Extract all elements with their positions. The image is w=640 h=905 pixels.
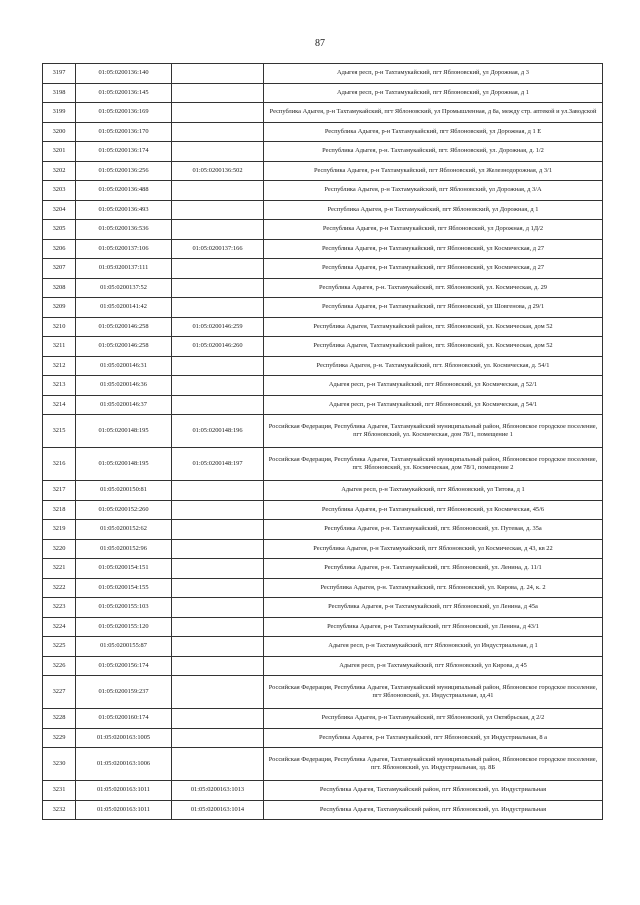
linked-cadastral-number-cell: [172, 637, 264, 657]
linked-cadastral-number-cell: 01:05:0200146:260: [172, 337, 264, 357]
table-row: [43, 83, 603, 103]
linked-cadastral-number-cell: 01:05:0200137:166: [172, 239, 264, 259]
linked-cadastral-number-cell: [172, 598, 264, 618]
row-number-cell: 3205: [43, 220, 76, 240]
table-row: [43, 278, 603, 298]
table-row: [43, 181, 603, 201]
cadastral-number-cell: 01:05:0200152:96: [76, 539, 172, 559]
registry-rows: [43, 64, 603, 820]
linked-cadastral-number-cell: [172, 200, 264, 220]
address-cell: Республика Адыгея, р-н. Тахтамукайский, пгт. Яблоновский, ул. Дорожная, д. 1/2: [264, 142, 603, 162]
row-number-cell: 3213: [43, 376, 76, 396]
cadastral-number-cell: 01:05:0200141:42: [76, 298, 172, 318]
linked-cadastral-number-cell: [172, 395, 264, 415]
table-row: [43, 617, 603, 637]
address-cell: Российская Федерация, Республика Адыгея, Тахтамукайский муниципальный район, Яблоновское городское поселение, пгт. Яблоновский, ул. Индустриальная, зд. 8Б: [264, 748, 603, 781]
address-cell: Адыгея респ, р-н Тахтамукайский, пгт Яблоновский, ул Дорожная, д 1: [264, 83, 603, 103]
linked-cadastral-number-cell: [172, 656, 264, 676]
address-cell: Республика Адыгея, р-н Тахтамукайский, пгт Яблоновский, ул Космическая, 45/6: [264, 500, 603, 520]
cadastral-number-cell: 01:05:0200136:536: [76, 220, 172, 240]
cadastral-number-cell: 01:05:0200146:37: [76, 395, 172, 415]
row-number-cell: 3208: [43, 278, 76, 298]
cadastral-number-cell: 01:05:0200152:260: [76, 500, 172, 520]
cadastral-number-cell: 01:05:0200146:36: [76, 376, 172, 396]
linked-cadastral-number-cell: [172, 356, 264, 376]
table-row: [43, 448, 603, 481]
row-number-cell: 3204: [43, 200, 76, 220]
address-cell: Республика Адыгея, р-н. Тахтамукайский, пгт. Яблоновский, ул. Космическая, д. 54/1: [264, 356, 603, 376]
row-number-cell: 3225: [43, 637, 76, 657]
page-number: 87: [315, 38, 325, 49]
linked-cadastral-number-cell: [172, 259, 264, 279]
linked-cadastral-number-cell: [172, 298, 264, 318]
address-cell: Республика Адыгея, р-н Тахтамукайский, пгт Яблоновский, ул Космическая, д 27: [264, 239, 603, 259]
cadastral-number-cell: 01:05:0200152:62: [76, 520, 172, 540]
row-number-cell: 3229: [43, 728, 76, 748]
cadastral-number-cell: 01:05:0200159:237: [76, 676, 172, 709]
row-number-cell: 3220: [43, 539, 76, 559]
linked-cadastral-number-cell: [172, 500, 264, 520]
table-row: [43, 220, 603, 240]
cadastral-number-cell: 01:05:0200137:52: [76, 278, 172, 298]
row-number-cell: 3209: [43, 298, 76, 318]
address-cell: Республика Адыгея, р-н Тахтамукайский, пгт Яблоновский, ул Дорожная, д 1 Е: [264, 122, 603, 142]
registry-table: [42, 63, 603, 820]
table-row: [43, 142, 603, 162]
cadastral-number-cell: 01:05:0200148:195: [76, 448, 172, 481]
linked-cadastral-number-cell: [172, 481, 264, 501]
table-row: [43, 728, 603, 748]
linked-cadastral-number-cell: [172, 142, 264, 162]
linked-cadastral-number-cell: 01:05:0200148:196: [172, 415, 264, 448]
linked-cadastral-number-cell: [172, 181, 264, 201]
table-row: [43, 748, 603, 781]
address-cell: Республика Адыгея, Тахтамукайский район, пгт Яблоновский, ул. Индустриальная: [264, 781, 603, 801]
linked-cadastral-number-cell: [172, 122, 264, 142]
linked-cadastral-number-cell: 01:05:0200163:1014: [172, 800, 264, 820]
linked-cadastral-number-cell: 01:05:0200136:502: [172, 161, 264, 181]
address-cell: Республика Адыгея, р-н Тахтамукайский, пгт Яблоновский, ул Индустриальная, 8 а: [264, 728, 603, 748]
address-cell: Республика Адыгея, р-н Тахтамукайский, пгт Яблоновский, ул Дорожная, д 3/А: [264, 181, 603, 201]
address-cell: Республика Адыгея, р-н Тахтамукайский, пгт Яблоновский, ул Октябрьская, д 2/2: [264, 709, 603, 729]
cadastral-number-cell: 01:05:0200154:155: [76, 578, 172, 598]
row-number-cell: 3221: [43, 559, 76, 579]
table-row: [43, 200, 603, 220]
cadastral-number-cell: 01:05:0200146:31: [76, 356, 172, 376]
address-cell: Республика Адыгея, р-н Тахтамукайский, пгт Яблоновский, ул Ленина, д 45а: [264, 598, 603, 618]
table-row: [43, 481, 603, 501]
table-row: [43, 376, 603, 396]
cadastral-number-cell: 01:05:0200160:174: [76, 709, 172, 729]
address-cell: Республика Адыгея, р-н Тахтамукайский, пгт Яблоновский, ул Дорожная, д 1: [264, 200, 603, 220]
address-cell: Республика Адыгея, р-н. Тахтамукайский, пгт. Яблоновский, ул. Кирова, д. 24, к. 2: [264, 578, 603, 598]
linked-cadastral-number-cell: [172, 376, 264, 396]
address-cell: Российская Федерация, Республика Адыгея, Тахтамукайский муниципальный район, Яблоновское городское поселение, пгт. Яблоновский, ул. Космическая, дом 78/1, помещение 2: [264, 448, 603, 481]
cadastral-number-cell: 01:05:0200156:174: [76, 656, 172, 676]
address-cell: Республика Адыгея, Тахтамукайский район, пгт. Яблоновский, ул. Космическая, дом 52: [264, 337, 603, 357]
row-number-cell: 3215: [43, 415, 76, 448]
row-number-cell: 3217: [43, 481, 76, 501]
linked-cadastral-number-cell: [172, 520, 264, 540]
cadastral-number-cell: 01:05:0200148:195: [76, 415, 172, 448]
row-number-cell: 3197: [43, 64, 76, 84]
cadastral-number-cell: 01:05:0200136:140: [76, 64, 172, 84]
cadastral-number-cell: 01:05:0200163:1006: [76, 748, 172, 781]
table-row: [43, 637, 603, 657]
row-number-cell: 3211: [43, 337, 76, 357]
linked-cadastral-number-cell: [172, 578, 264, 598]
row-number-cell: 3214: [43, 395, 76, 415]
table-row: [43, 259, 603, 279]
table-row: [43, 559, 603, 579]
row-number-cell: 3232: [43, 800, 76, 820]
cadastral-number-cell: 01:05:0200136:170: [76, 122, 172, 142]
row-number-cell: 3219: [43, 520, 76, 540]
address-cell: Адыгея респ, р-н Тахтамукайский, пгт Яблоновский, ул Титова, д 1: [264, 481, 603, 501]
row-number-cell: 3202: [43, 161, 76, 181]
row-number-cell: 3226: [43, 656, 76, 676]
table-row: [43, 337, 603, 357]
cadastral-number-cell: 01:05:0200146:258: [76, 337, 172, 357]
linked-cadastral-number-cell: [172, 278, 264, 298]
table-row: [43, 578, 603, 598]
table-row: [43, 415, 603, 448]
address-cell: Республика Адыгея, р-н Тахтамукайский, пгт Яблоновский, ул Промышленная, д 8а, между стр. аптекой и ул.Заводской: [264, 103, 603, 123]
table-row: [43, 298, 603, 318]
table-row: [43, 676, 603, 709]
row-number-cell: 3230: [43, 748, 76, 781]
cadastral-number-cell: 01:05:0200150:81: [76, 481, 172, 501]
row-number-cell: 3228: [43, 709, 76, 729]
address-cell: Адыгея респ, р-н Тахтамукайский, пгт Яблоновский, ул Космическая, д 52/1: [264, 376, 603, 396]
row-number-cell: 3206: [43, 239, 76, 259]
table-row: [43, 500, 603, 520]
address-cell: Адыгея респ, р-н Тахтамукайский, пгт Яблоновский, ул Космическая, д 54/1: [264, 395, 603, 415]
cadastral-number-cell: 01:05:0200155:120: [76, 617, 172, 637]
address-cell: Республика Адыгея, р-н Тахтамукайский, пгт Яблоновский, ул Железнодорожная, д 3/1: [264, 161, 603, 181]
address-cell: Республика Адыгея, Тахтамукайский район, пгт. Яблоновский, ул. Космическая, дом 52: [264, 317, 603, 337]
address-cell: Республика Адыгея, р-н Тахтамукайский, пгт Яблоновский, ул Шовгенова, д 29/1: [264, 298, 603, 318]
table-row: [43, 539, 603, 559]
cadastral-number-cell: 01:05:0200137:111: [76, 259, 172, 279]
table-row: [43, 800, 603, 820]
linked-cadastral-number-cell: 01:05:0200148:197: [172, 448, 264, 481]
row-number-cell: 3198: [43, 83, 76, 103]
row-number-cell: 3224: [43, 617, 76, 637]
address-cell: Республика Адыгея, р-н. Тахтамукайский, пгт. Яблоновский, ул. Космическая, д. 29: [264, 278, 603, 298]
row-number-cell: 3223: [43, 598, 76, 618]
row-number-cell: 3227: [43, 676, 76, 709]
table-row: [43, 122, 603, 142]
linked-cadastral-number-cell: [172, 709, 264, 729]
cadastral-number-cell: 01:05:0200163:1011: [76, 781, 172, 801]
address-cell: Республика Адыгея, р-н Тахтамукайский, пгт Яблоновский, ул Дорожная, д 1Д/2: [264, 220, 603, 240]
cadastral-number-cell: 01:05:0200163:1005: [76, 728, 172, 748]
cadastral-number-cell: 01:05:0200136:145: [76, 83, 172, 103]
linked-cadastral-number-cell: [172, 539, 264, 559]
address-cell: Республика Адыгея, Тахтамукайский район, пгт Яблоновский, ул. Индустриальная: [264, 800, 603, 820]
table-row: [43, 520, 603, 540]
linked-cadastral-number-cell: 01:05:0200163:1013: [172, 781, 264, 801]
table-row: [43, 356, 603, 376]
address-cell: Республика Адыгея, р-н Тахтамукайский, пгт Яблоновский, ул Космическая, д 27: [264, 259, 603, 279]
row-number-cell: 3203: [43, 181, 76, 201]
table-row: [43, 103, 603, 123]
linked-cadastral-number-cell: [172, 64, 264, 84]
row-number-cell: 3212: [43, 356, 76, 376]
cadastral-number-cell: 01:05:0200136:169: [76, 103, 172, 123]
row-number-cell: 3207: [43, 259, 76, 279]
row-number-cell: 3222: [43, 578, 76, 598]
address-cell: Республика Адыгея, р-н. Тахтамукайский, пгт. Яблоновский, ул. Ленина, д. 11/1: [264, 559, 603, 579]
address-cell: Российская Федерация, Республика Адыгея, Тахтамукайский муниципальный район, Яблоновское городское поселение, пгт Яблоновский, ул. Космическая, дом 78/1, помещение 1: [264, 415, 603, 448]
cadastral-number-cell: 01:05:0200136:174: [76, 142, 172, 162]
linked-cadastral-number-cell: [172, 103, 264, 123]
address-cell: Республика Адыгея, р-н Тахтамукайский, пгт Яблоновский, ул Космическая, д 43, кв 22: [264, 539, 603, 559]
linked-cadastral-number-cell: [172, 728, 264, 748]
linked-cadastral-number-cell: [172, 676, 264, 709]
linked-cadastral-number-cell: [172, 748, 264, 781]
cadastral-number-cell: 01:05:0200137:106: [76, 239, 172, 259]
table-row: [43, 598, 603, 618]
address-cell: Российская Федерация, Республика Адыгея, Тахтамукайский муниципальный район, Яблоновское городское поселение, пгт Яблоновский, ул. Индустриальная, зд.41: [264, 676, 603, 709]
table-row: [43, 781, 603, 801]
table-row: [43, 656, 603, 676]
linked-cadastral-number-cell: [172, 617, 264, 637]
row-number-cell: 3199: [43, 103, 76, 123]
cadastral-number-cell: 01:05:0200155:87: [76, 637, 172, 657]
row-number-cell: 3231: [43, 781, 76, 801]
row-number-cell: 3200: [43, 122, 76, 142]
linked-cadastral-number-cell: 01:05:0200146:259: [172, 317, 264, 337]
address-cell: Республика Адыгея, р-н Тахтамукайский, пгт Яблоновский, ул Ленина, д 43/1: [264, 617, 603, 637]
table-row: [43, 64, 603, 84]
cadastral-number-cell: 01:05:0200155:103: [76, 598, 172, 618]
row-number-cell: 3218: [43, 500, 76, 520]
linked-cadastral-number-cell: [172, 559, 264, 579]
row-number-cell: 3201: [43, 142, 76, 162]
address-cell: Адыгея респ, р-н Тахтамукайский, пгт Яблоновский, ул Кирова, д 45: [264, 656, 603, 676]
address-cell: Адыгея респ, р-н Тахтамукайский, пгт Яблоновский, ул Индустриальная, д 1: [264, 637, 603, 657]
linked-cadastral-number-cell: [172, 220, 264, 240]
table-row: [43, 395, 603, 415]
cadastral-number-cell: 01:05:0200136:256: [76, 161, 172, 181]
cadastral-number-cell: 01:05:0200136:493: [76, 200, 172, 220]
row-number-cell: 3216: [43, 448, 76, 481]
table-row: [43, 161, 603, 181]
table-row: [43, 239, 603, 259]
table-row: [43, 317, 603, 337]
address-cell: Республика Адыгея, р-н. Тахтамукайский, пгт. Яблоновский, ул. Путевая, д. 35а: [264, 520, 603, 540]
cadastral-number-cell: 01:05:0200136:488: [76, 181, 172, 201]
cadastral-number-cell: 01:05:0200146:258: [76, 317, 172, 337]
row-number-cell: 3210: [43, 317, 76, 337]
address-cell: Адыгея респ, р-н Тахтамукайский, пгт Яблоновский, ул Дорожная, д 3: [264, 64, 603, 84]
linked-cadastral-number-cell: [172, 83, 264, 103]
cadastral-number-cell: 01:05:0200154:151: [76, 559, 172, 579]
cadastral-number-cell: 01:05:0200163:1011: [76, 800, 172, 820]
table-row: [43, 709, 603, 729]
